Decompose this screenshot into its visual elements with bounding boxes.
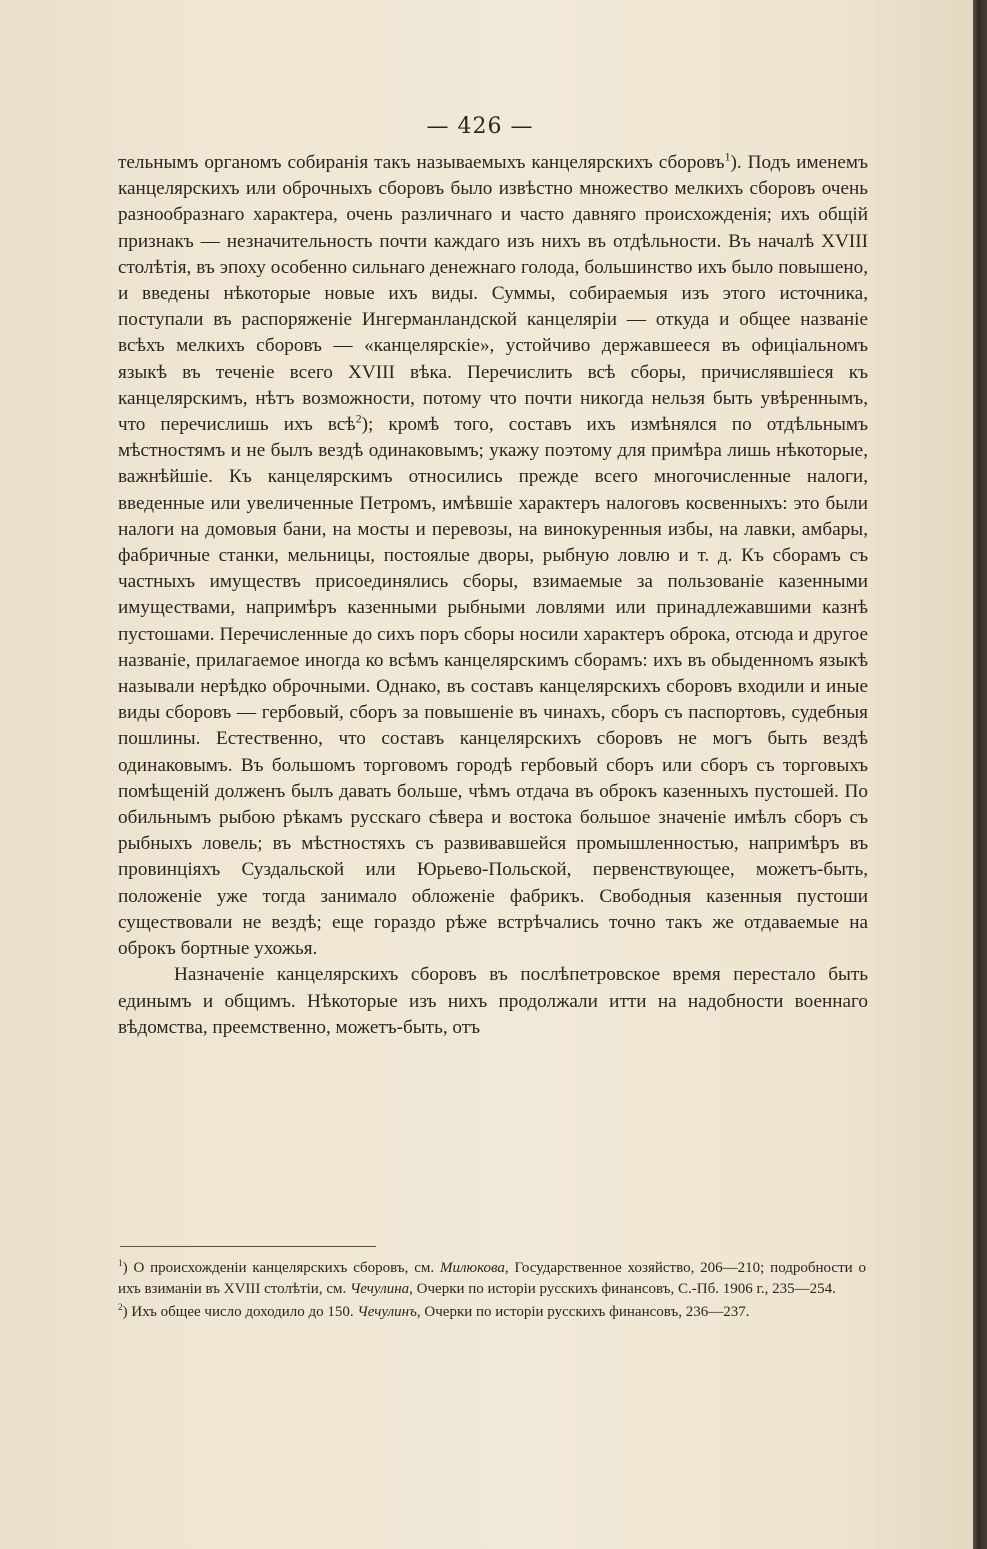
text-run: ) О происхожденіи канцелярскихъ сборовъ, см. bbox=[122, 1260, 440, 1276]
page-number: — 426 — bbox=[426, 114, 534, 139]
text-run: , Очерки по исторіи русскихъ финансовъ, С.-Пб. 1906 г., 235—254. bbox=[409, 1281, 836, 1297]
text-run: , Государственное хозяйство, 206—210; подробности о ихъ взиманіи въ XVIII столѣтіи, см. bbox=[118, 1260, 866, 1297]
text-run: , Очерки по исторіи русскихъ финансовъ, 236—237. bbox=[416, 1304, 750, 1320]
paragraph bbox=[118, 150, 868, 962]
footnote-divider bbox=[120, 1246, 376, 1247]
text-run: ); кромѣ того, составъ ихъ измѣнялся по отдѣльнымъ мѣстностямъ и не былъ вездѣ одинаковымъ; укажу поэтому для примѣра лишь нѣкоторые, важнѣйшіе. Къ канцелярскимъ относились прежде всего многочисленные налоги, введенные или увеличенные Петромъ, имѣвшіе характеръ налоговъ косвенныхъ: это были налоги на домовыя бани, на мосты и перевозы, на винокуренныя избы, на лавки, амбары, фабричные станки, мельницы, постоялые дворы, рыбную ловлю и т. д. Къ сборамъ съ частныхъ имуществъ присоединялись сборы, взимаемые за пользованіе казенными имуществами, напримѣръ казенными рыбными ловлями или принадлежавшими казнѣ пустошами. Перечисленные до сихъ поръ сборы носили характеръ оброка, отсюда и другое названіе, прилагаемое иногда ко всѣмъ канцелярскимъ сборамъ: ихъ въ обыденномъ языкѣ называли нерѣдко оброчными. Однако, въ составъ канцелярскихъ сборовъ входили и иные виды сборовъ — гербовый, сборъ за повышеніе въ чинахъ, сборъ съ паспортовъ, судебныя пошлины. Естественно, что составъ канцелярскихъ сборовъ не могъ быть вездѣ одинаковымъ. Въ большомъ торговомъ городѣ гербовый сборъ или сборъ съ торговыхъ помѣщеній долженъ былъ давать больше, чѣмъ отдача въ оброкъ казенныхъ пустошей. По обильнымъ рыбою рѣкамъ русскаго сѣвера и востока большое значеніе имѣлъ сборъ съ рыбныхъ ловель; въ мѣстностяхъ съ развивавшейся промышленностью, напримѣръ въ провинціяхъ Суздальской или Юрьево-Польской, первенствующее, можетъ-быть, положеніе уже тогда занимало обложеніе фабрикъ. Свободныя казенныя пустоши существовали не вездѣ; еще гораздо рѣже встрѣчались точно такъ же отдаваемые на оброкъ бортные ухожья. bbox=[118, 414, 868, 960]
author-name: Чечулинъ bbox=[357, 1304, 417, 1320]
book-spine-edge bbox=[973, 0, 987, 1549]
footnote bbox=[118, 1258, 866, 1300]
text-run: Назначеніе канцелярскихъ сборовъ въ послѣпетровское время перестало быть единымъ и общимъ. Нѣкоторые изъ нихъ продолжали итти на надобности военнаго вѣдомства, преемственно, можетъ-быть, отъ bbox=[118, 964, 868, 1038]
text-run: тельнымъ органомъ собиранія такъ называемыхъ канцелярскихъ сборовъ bbox=[118, 152, 725, 173]
footnote-marker: 1 bbox=[118, 1259, 123, 1269]
text-run: ). Подъ именемъ канцелярскихъ или оброчныхъ сборовъ было извѣстно множество мелкихъ сборовъ очень разнообразнаго характера, очень различнаго и часто давняго происхожденія; ихъ общій признакъ — незначительность почти каждаго изъ нихъ въ отдѣльности. Въ началѣ XVIII столѣтія, въ эпоху особенно сильнаго денежнаго голода, большинство ихъ было повышено, и введены нѣкоторые новые ихъ виды. Суммы, собираемыя изъ этого источника, поступали въ распоряженіе Ингерманландской канцеляріи — откуда и общее названіе всѣхъ мелкихъ сборовъ — «канцелярскіе», устойчиво державшееся въ офиціальномъ языкѣ въ теченіе всего XVIII вѣка. Перечислить всѣ сборы, причислявшіеся къ канцелярскимъ, нѣтъ возможности, потому что почти никогда нельзя быть увѣреннымъ, что перечислишь ихъ всѣ bbox=[118, 152, 868, 436]
author-name: Милюкова bbox=[439, 1260, 505, 1276]
paragraph bbox=[118, 962, 868, 1041]
footnote-marker: 2 bbox=[355, 411, 362, 426]
author-name: Чечулина bbox=[349, 1281, 410, 1297]
footnote-marker: 1 bbox=[724, 149, 731, 164]
footnotes bbox=[118, 1258, 866, 1325]
text-run: ) Ихъ общее число доходило до 150. bbox=[122, 1304, 358, 1320]
footnote-marker: 2 bbox=[118, 1303, 123, 1313]
footnote bbox=[118, 1302, 866, 1323]
main-text bbox=[118, 150, 868, 1041]
